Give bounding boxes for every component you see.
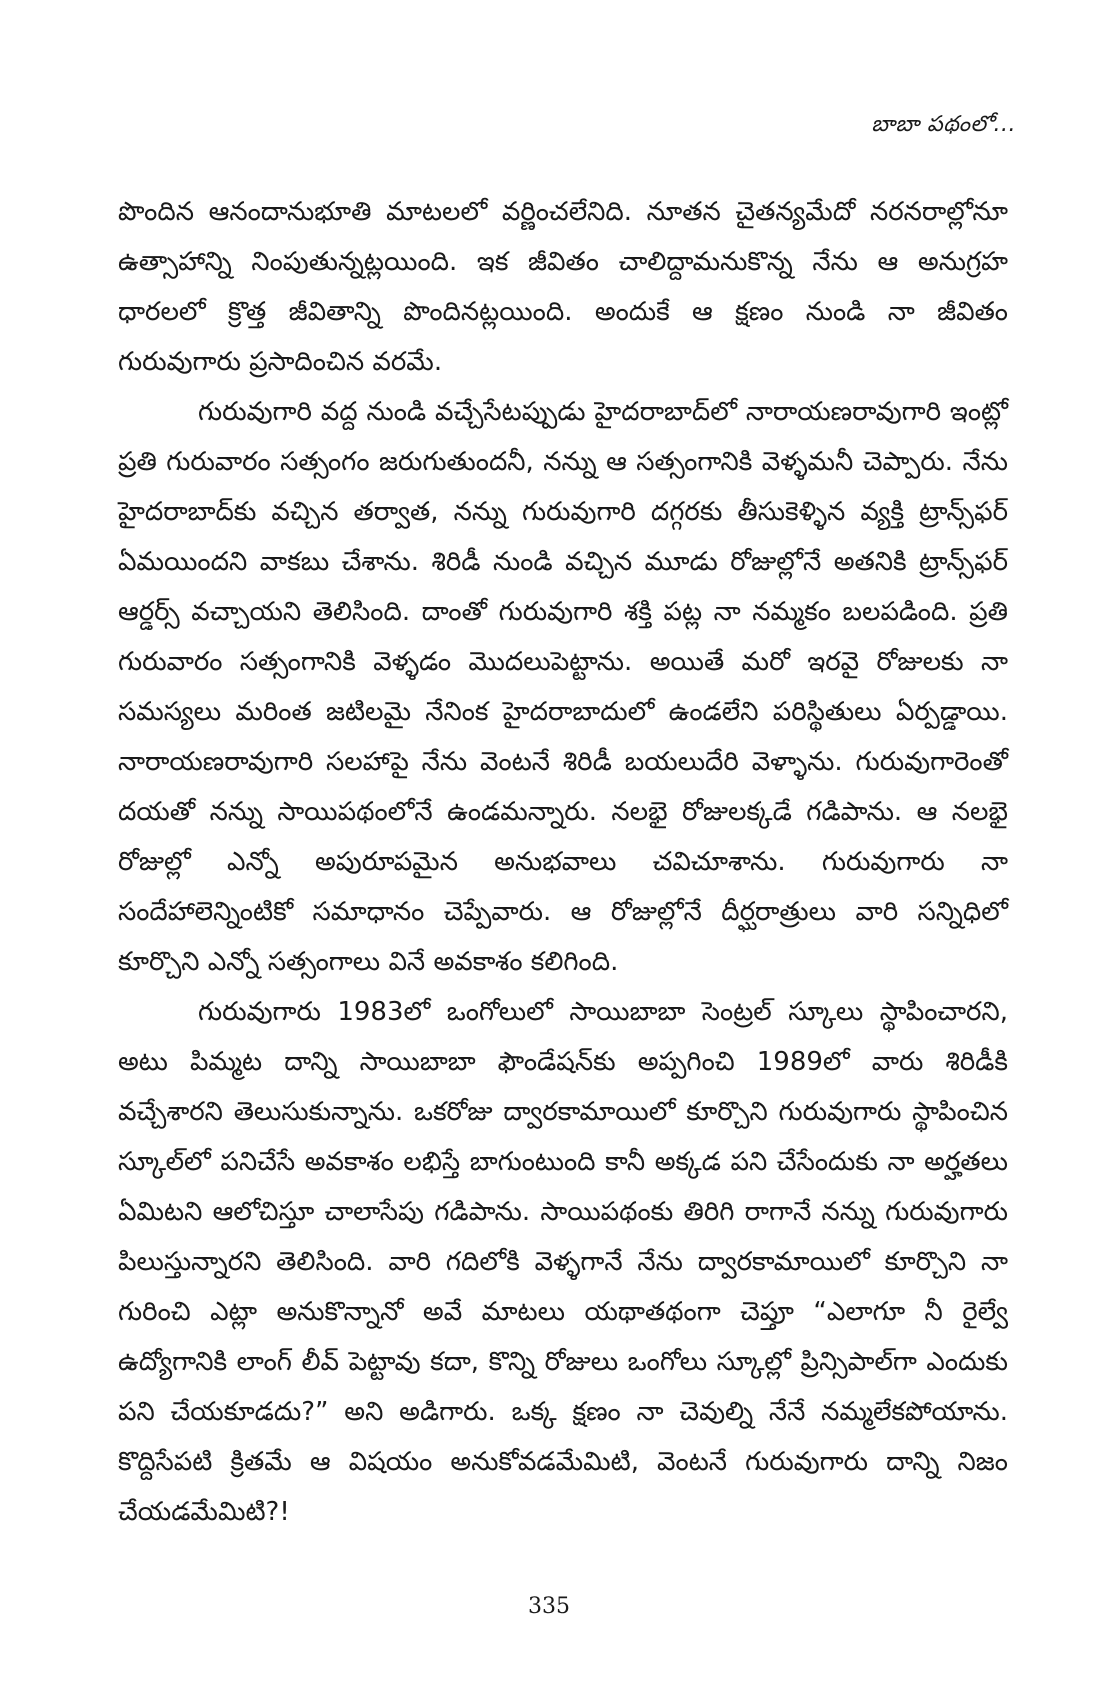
- paragraph: గురువుగారి వద్ద నుండి వచ్చేసేటప్పుడు హైదరాబాద్‌లో నారాయణరావుగారి ఇంట్లో ప్రతి గురువారం సత్సంగం జరుగుతుందనీ, నన్ను ఆ సత్సంగానికి వెళ్ళమనీ చెప్పారు. నేను హైదరాబాద్‌కు వచ్చిన తర్వాత, నన్ను గురువుగారి దగ్గరకు తీసుకెళ్ళిన వ్యక్తి ట్రాన్స్‌ఫర్ ఏమయిందని వాకబు చేశాను. శిరిడీ నుండి వచ్చిన మూడు రోజుల్లోనే అతనికి ట్రాన్స్‌ఫర్ ఆర్డర్స్ వచ్చాయని తెలిసింది. దాంతో గురువుగారి శక్తి పట్ల నా నమ్మకం బలపడింది. ప్రతి గురువారం సత్సంగానికి వెళ్ళడం మొదలుపెట్టాను. అయితే మరో ఇరవై రోజులకు నా సమస్యలు మరింత జటిలమై నేనింక హైదరాబాదులో ఉండలేని పరిస్థితులు ఏర్పడ్డాయి. నారాయణరావుగారి సలహాపై నేను వెంటనే శిరిడీ బయలుదేరి వెళ్ళాను. గురువుగారెంతో దయతో నన్ను సాయిపథంలోనే ఉండమన్నారు. నలభై రోజులక్కడే గడిపాను. ఆ నలభై రోజుల్లో ఎన్నో అపురూపమైన అనుభవాలు చవిచూశాను. గురువుగారు నా సందేహాలెన్నింటికో సమాధానం చెప్పేవారు. ఆ రోజుల్లోనే దీర్ఘరాత్రులు వారి సన్నిధిలో కూర్చొని ఎన్నో సత్సంగాలు వినే అవకాశం కలిగింది.: [118, 397, 1008, 977]
- page-number: 335: [528, 1594, 570, 1619]
- running-header: బాబా పథంలో...: [871, 112, 1016, 137]
- body-text: [118, 187, 1008, 1537]
- paragraph: గురువుగారు 1983లో ఒంగోలులో సాయిబాబా సెంట్రల్ స్కూలు స్థాపించారని, అటు పిమ్మట దాన్ని సాయిబాబా ఫౌండేషన్‌కు అప్పగించి 1989లో వారు శిరిడీకి వచ్చేశారని తెలుసుకున్నాను. ఒకరోజు ద్వారకామాయిలో కూర్చొని గురువుగారు స్థాపించిన స్కూల్‌లో పనిచేసే అవకాశం లభిస్తే బాగుంటుంది కానీ అక్కడ పని చేసేందుకు నా అర్హతలు ఏమిటని ఆలోచిస్తూ చాలాసేపు గడిపాను. సాయిపథంకు తిరిగి రాగానే నన్ను గురువుగారు పిలుస్తున్నారని తెలిసింది. వారి గదిలోకి వెళ్ళగానే నేను ద్వారకామాయిలో కూర్చొని నా గురించి ఎట్లా అనుకొన్నానో అవే మాటలు యథాతథంగా చెప్తూ “ఎలాగూ నీ రైల్వే ఉద్యోగానికి లాంగ్ లీవ్ పెట్టావు కదా, కొన్ని రోజులు ఒంగోలు స్కూల్లో ప్రిన్సిపాల్‌గా ఎందుకు పని చేయకూడదు?” అని అడిగారు. ఒక్క క్షణం నా చెవుల్ని నేనే నమ్మలేకపోయాను. కొద్దిసేపటి క్రితమే ఆ విషయం అనుకోవడమేమిటి, వెంటనే గురువుగారు దాన్ని నిజం చేయడమేమిటి?!: [118, 997, 1008, 1527]
- paragraph: పొందిన ఆనందానుభూతి మాటలలో వర్ణించలేనిది. నూతన చైతన్యమేదో నరనరాల్లోనూ ఉత్సాహాన్ని నింపుతున్నట్లయింది. ఇక జీవితం చాలిద్దామనుకొన్న నేను ఆ అనుగ్రహ ధారలలో క్రొత్త జీవితాన్ని పొందినట్లయింది. అందుకే ఆ క్షణం నుండి నా జీవితం గురువుగారు ప్రసాదించిన వరమే.: [118, 197, 1008, 377]
